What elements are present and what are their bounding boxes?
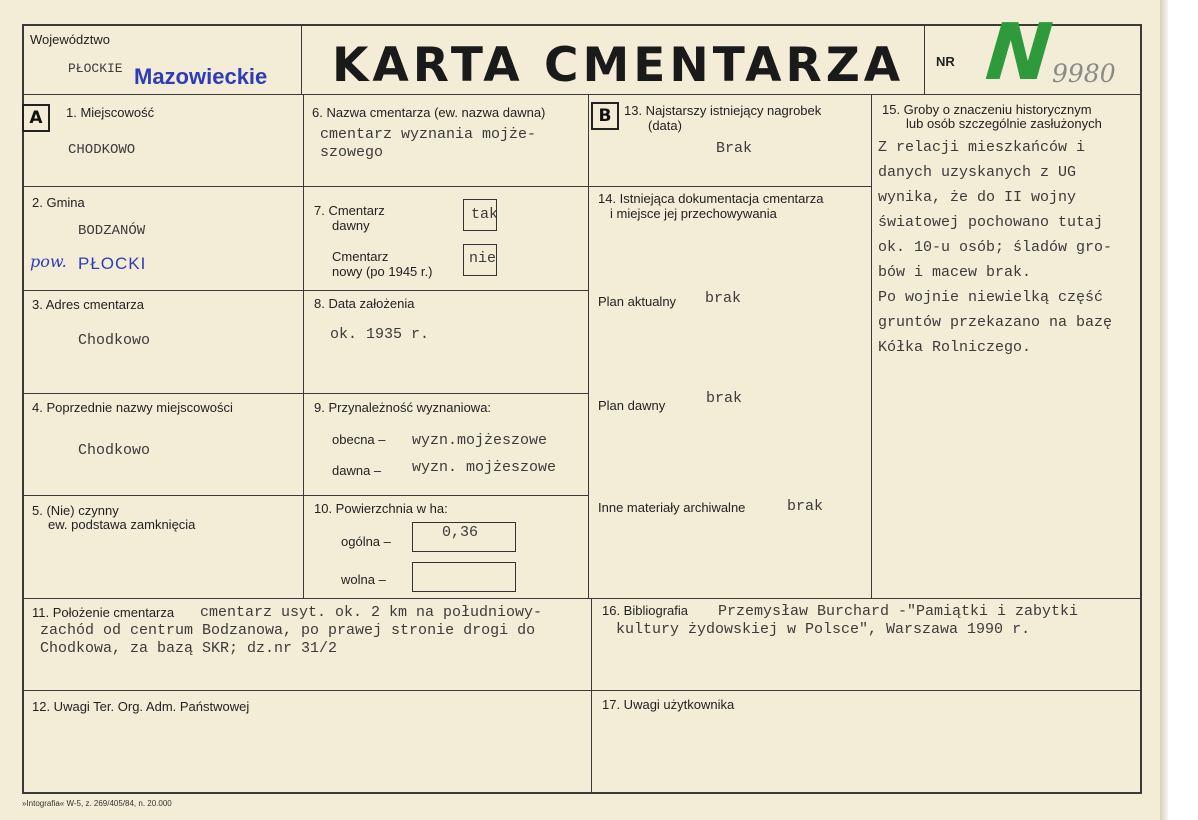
field-7-dawny-label: dawny [332,218,370,233]
field-17-label: 17. Uwagi użytkownika [602,697,735,712]
field-15-line: bów i macew brak. [878,264,1032,281]
field-10-label: 10. Powierzchnia w ha: [314,501,448,516]
field-7-dawny-value: tak [471,206,499,223]
divider [22,393,588,394]
field-9-dawna-label: dawna – [332,463,382,478]
field-10-wolna-label: wolna – [341,572,386,587]
nr-marker-mark: N [973,8,1065,98]
field-13-value: Brak [716,140,753,157]
field-2-pow-prefix: pow. [30,252,67,271]
field-4-value: Chodkowo [78,442,151,459]
field-6-label: 6. Nazwa cmentarza (ew. nazwa dawna) [312,105,546,120]
field-3-label: 3. Adres cmentarza [32,297,144,312]
field-9-obecna-value: wyzn.mojżeszowe [412,432,548,449]
field-2-value: BODZANÓW [78,223,146,239]
field-13-label: 13. Najstarszy istniejący nagrobek [624,103,822,118]
field-8-value: ok. 1935 r. [330,326,430,343]
inne-materialy-label: Inne materiały archiwalne [598,500,746,515]
field-16-line-1: Przemysław Burchard -"Pamiątki i zabytki [718,603,1079,620]
divider [22,690,1142,691]
wojewodztwo-typed-value: PŁOCKIE [68,61,123,76]
field-15-line: danych uzyskanych z UG [878,164,1077,181]
field-10-ogolna-label: ogólna – [341,534,391,549]
field-2-label: 2. Gmina [32,195,85,210]
field-11-line-3: Chodkowa, za bazą SKR; dz.nr 31/2 [40,640,338,657]
field-13-sublabel: (data) [648,118,682,133]
divider [588,186,871,187]
divider [588,94,589,599]
field-7-nowy-label: Cmentarz [332,249,389,264]
field-15-line: Po wojnie niewielką część [878,289,1104,306]
field-5-sublabel: ew. podstawa zamknięcia [48,517,196,532]
field-1-label: 1. Miejscowość [66,105,155,120]
field-15-label: 15. Groby o znaczeniu historycznym [882,102,1092,117]
divider [871,94,872,599]
divider [22,186,588,187]
plan-aktualny-value: brak [705,290,742,307]
field-6-value-line-1: cmentarz wyznania mojże- [320,126,537,143]
wojewodztwo-stamp: Mazowieckie [134,64,268,89]
field-9-label: 9. Przynależność wyznaniowa: [314,400,492,415]
section-b-badge: B [591,102,619,130]
field-7-nowy-sublabel: nowy (po 1945 r.) [332,264,433,279]
field-12-label: 12. Uwagi Ter. Org. Adm. Państwowej [32,699,250,714]
field-1-value: CHODKOWO [68,142,136,158]
field-9-obecna-label: obecna – [332,432,386,447]
field-5-label: 5. (Nie) czynny [32,503,119,518]
field-3-value: Chodkowo [78,332,151,349]
field-15-line: światowej pochowano tutaj [878,214,1104,231]
field-16-line-2: kultury żydowskiej w Polsce", Warszawa 1990 r. [616,621,1031,638]
field-10-ogolna-value: 0,36 [442,524,479,541]
field-15-line: Kółka Rolniczego. [878,339,1032,356]
field-15-line: wynika, że do II wojny [878,189,1077,206]
nr-value: 9980 [1052,59,1116,88]
field-7-label: 7. Cmentarz [314,203,385,218]
divider [924,24,925,94]
field-8-label: 8. Data założenia [314,296,415,311]
field-14-sublabel: i miejsce jej przechowywania [610,206,777,221]
field-15-sublabel: lub osób szczególnie zasłużonych [906,116,1102,131]
card-edge [1160,0,1168,820]
plan-aktualny-label: Plan aktualny [598,294,677,309]
field-6-value-line-2: szowego [320,144,384,161]
plan-dawny-value: brak [706,390,743,407]
divider [303,94,304,599]
field-14-label: 14. Istniejąca dokumentacja cmentarza [598,191,824,206]
section-a-badge: A [22,104,50,132]
nr-label: NR [936,54,955,69]
field-16-label: 16. Bibliografia [602,603,688,618]
divider [22,290,588,291]
divider [301,24,302,94]
inne-materialy-value: brak [787,498,824,515]
card-title: KARTA CMENTARZA [332,38,905,93]
field-11-label: 11. Położenie cmentarza [32,605,175,620]
field-11-line-2: zachód od centrum Bodzanowa, po prawej stronie drogi do [40,622,536,639]
divider [22,495,588,496]
field-15-line: gruntów przekazano na bazę [878,314,1113,331]
divider [591,598,592,794]
plan-dawny-label: Plan dawny [598,398,666,413]
wojewodztwo-label: Województwo [30,32,110,47]
field-15-line: Z relacji mieszkańców i [878,139,1086,156]
field-15-line: ok. 10-u osób; śladów gro- [878,239,1113,256]
field-2-pow-value: PŁOCKI [78,254,147,273]
printer-imprint: »Intografia« W-5, z. 269/405/84, n. 20.000 [22,799,172,808]
field-11-line-1: cmentarz usyt. ok. 2 km na południowy- [200,604,543,621]
field-4-label: 4. Poprzednie nazwy miejscowości [32,400,233,415]
field-9-dawna-value: wyzn. mojżeszowe [412,459,557,476]
field-7-nowy-value: nie [469,250,497,267]
field-10-wolna-box [412,562,516,592]
